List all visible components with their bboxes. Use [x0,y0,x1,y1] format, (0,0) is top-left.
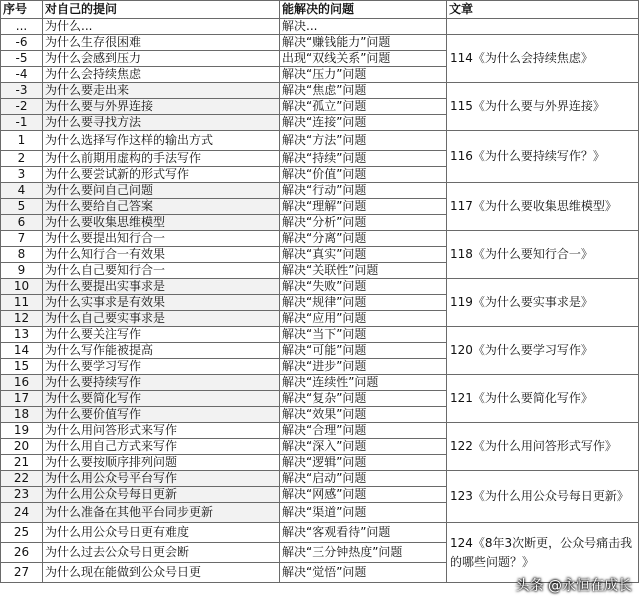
row-problem: 解决“方法”问题 [280,131,447,151]
row-number: 23 [1,487,43,503]
row-number: 7 [1,231,43,247]
row-problem: 解决“失败”问题 [280,279,447,295]
row-question: 为什么要提出实事求是 [43,279,280,295]
row-number: 8 [1,247,43,263]
article-group: 123《为什么用公众号每日更新》 [447,471,639,523]
row-problem: 解决“应用”问题 [280,311,447,327]
row-question: 为什么要尝试新的形式写作 [43,167,280,183]
row-number: 10 [1,279,43,295]
article-group: 120《为什么要学习写作》 [447,327,639,375]
row-problem: 解决... [280,19,447,35]
row-article [447,19,639,35]
table-row [1,375,639,391]
table-row [1,35,639,51]
table-row [1,19,639,35]
row-number: 3 [1,167,43,183]
row-number: 2 [1,151,43,167]
row-problem: 解决“可能”问题 [280,343,447,359]
row-question: 为什么生存很困难 [43,35,280,51]
row-number: 6 [1,215,43,231]
row-number: 1 [1,131,43,151]
article-group: 117《为什么要收集思维模型》 [447,183,639,231]
header-row [1,1,639,19]
row-number: 12 [1,311,43,327]
row-problem: 解决“觉悟”问题 [280,563,447,583]
row-question: 为什么自己要实事求是 [43,311,280,327]
row-problem: 解决“三分钟热度”问题 [280,543,447,563]
row-problem: 解决“真实”问题 [280,247,447,263]
table-row [1,83,639,99]
row-question: 为什么准备在其他平台同步更新 [43,503,280,523]
row-question: 为什么现在能做到公众号日更 [43,563,280,583]
row-question: 为什么写作能被提高 [43,343,280,359]
row-question: 为什么自己要知行合一 [43,263,280,279]
row-question: 为什么用公众号日更有难度 [43,523,280,543]
row-problem: 解决“启动”问题 [280,471,447,487]
row-question: 为什么知行合一有效果 [43,247,280,263]
article-group: 115《为什么要与外界连接》 [447,83,639,131]
row-problem: 解决“关联性”问题 [280,263,447,279]
row-number: 27 [1,563,43,583]
row-problem: 解决“复杂”问题 [280,391,447,407]
header-no: 序号 [1,1,43,19]
row-problem: 出现“双线关系”问题 [280,51,447,67]
row-number: 16 [1,375,43,391]
row-problem: 解决“焦虑”问题 [280,83,447,99]
row-problem: 解决“赚钱能力”问题 [280,35,447,51]
table-row [1,523,639,543]
article-group: 114《为什么会持续焦虑》 [447,35,639,83]
row-problem: 解决“持续”问题 [280,151,447,167]
row-problem: 解决“分离”问题 [280,231,447,247]
row-number: 14 [1,343,43,359]
row-problem: 解决“合理”问题 [280,423,447,439]
row-problem: 解决“压力”问题 [280,67,447,83]
row-number: 13 [1,327,43,343]
row-problem: 解决“网感”问题 [280,487,447,503]
row-question: 为什么要学习写作 [43,359,280,375]
table-row [1,231,639,247]
row-question: 为什么要按顺序排列问题 [43,455,280,471]
row-number: 18 [1,407,43,423]
row-problem: 解决“客观看待”问题 [280,523,447,543]
row-problem: 解决“规律”问题 [280,295,447,311]
row-problem: 解决“渠道”问题 [280,503,447,523]
row-question: 为什么前期用虚构的手法写作 [43,151,280,167]
article-group: 124《8年3次断更，公众号痛击我的哪些问题？》 [447,523,639,583]
row-problem: 解决“理解”问题 [280,199,447,215]
row-number: 22 [1,471,43,487]
article-group: 118《为什么要知行合一》 [447,231,639,279]
row-question: 为什么要走出来 [43,83,280,99]
table-row [1,183,639,199]
article-group: 116《为什么要持续写作？》 [447,131,639,183]
row-number: -6 [1,35,43,51]
row-problem: 解决“当下”问题 [280,327,447,343]
row-question: 为什么要关注写作 [43,327,280,343]
row-number: 25 [1,523,43,543]
row-question: 为什么要简化写作 [43,391,280,407]
row-question: 为什么会感到压力 [43,51,280,67]
row-number: 11 [1,295,43,311]
row-problem: 解决“逻辑”问题 [280,455,447,471]
row-question: 为什么要给自己答案 [43,199,280,215]
row-number: 17 [1,391,43,407]
row-question: 为什么要与外界连接 [43,99,280,115]
header-article: 文章 [447,1,639,19]
row-question: 为什么要收集思维模型 [43,215,280,231]
row-number: ... [1,19,43,35]
row-number: 24 [1,503,43,523]
row-problem: 解决“效果”问题 [280,407,447,423]
row-number: 26 [1,543,43,563]
row-question: 为什么用公众号平台写作 [43,471,280,487]
row-question: 为什么... [43,19,280,35]
table-row [1,423,639,439]
row-number: -1 [1,115,43,131]
table-row [1,131,639,151]
row-question: 为什么要价值写作 [43,407,280,423]
row-question: 为什么会持续焦虑 [43,67,280,83]
row-question: 为什么要提出知行合一 [43,231,280,247]
row-number: -2 [1,99,43,115]
row-number: -5 [1,51,43,67]
row-problem: 解决“孤立”问题 [280,99,447,115]
row-number: 21 [1,455,43,471]
row-number: 15 [1,359,43,375]
row-problem: 解决“价值”问题 [280,167,447,183]
row-question: 为什么选择写作这样的输出方式 [43,131,280,151]
row-question: 为什么用问答形式来写作 [43,423,280,439]
article-group: 122《为什么用问答形式写作》 [447,423,639,471]
row-number: 19 [1,423,43,439]
row-problem: 解决“连接”问题 [280,115,447,131]
article-group: 121《为什么要简化写作》 [447,375,639,423]
row-number: -4 [1,67,43,83]
row-question: 为什么要问自己问题 [43,183,280,199]
row-question: 为什么用公众号每日更新 [43,487,280,503]
row-problem: 解决“分析”问题 [280,215,447,231]
row-question: 为什么实事求是有效果 [43,295,280,311]
table-row [1,471,639,487]
row-number: -3 [1,83,43,99]
header-question: 对自己的提问 [43,1,280,19]
row-question: 为什么要持续写作 [43,375,280,391]
header-problem: 能解决的问题 [280,1,447,19]
watermark: 头条 @永恒在成长 [515,578,632,594]
table-row [1,279,639,295]
row-question: 为什么要寻找方法 [43,115,280,131]
row-problem: 解决“深入”问题 [280,439,447,455]
row-number: 9 [1,263,43,279]
row-question: 为什么过去公众号日更会断 [43,543,280,563]
article-group: 119《为什么要实事求是》 [447,279,639,327]
row-question: 为什么用自己方式来写作 [43,439,280,455]
row-number: 20 [1,439,43,455]
table-row [1,327,639,343]
row-number: 5 [1,199,43,215]
row-problem: 解决“进步”问题 [280,359,447,375]
row-number: 4 [1,183,43,199]
row-problem: 解决“连续性”问题 [280,375,447,391]
row-problem: 解决“行动”问题 [280,183,447,199]
